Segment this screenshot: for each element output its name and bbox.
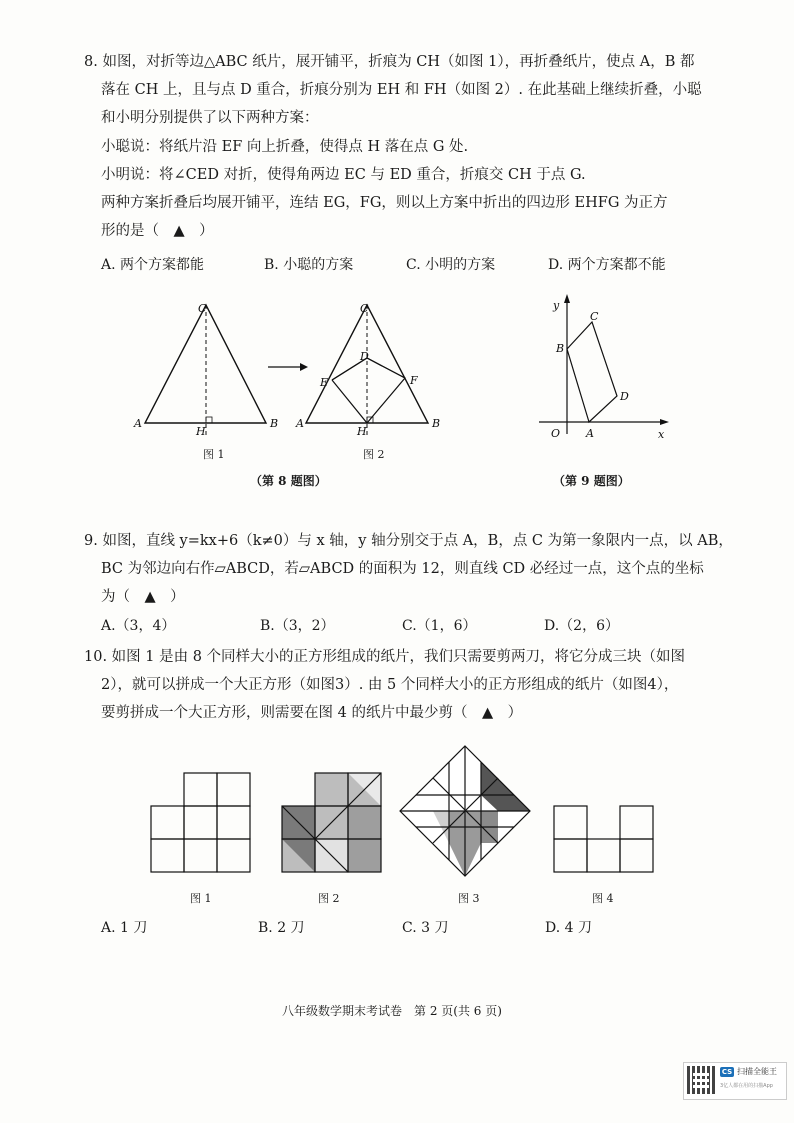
q10-fig4-grid xyxy=(554,806,653,872)
q9-label-b: B xyxy=(556,342,565,355)
q8-figure-title: （第 8 题图） xyxy=(250,474,327,488)
q8-fig2-label-e: E xyxy=(320,376,329,389)
q9-line-1: 9. 如图，直线 y=kx+6（k≠0）与 x 轴，y 轴分别交于点 A，B，点 C 为第一象限内一点，以 AB， xyxy=(84,533,733,549)
qr-code-icon xyxy=(687,1066,715,1094)
q8-fig2-caption: 图 2 xyxy=(363,448,385,461)
q8-line-7: 形的是（ ▲ ） xyxy=(101,223,214,239)
q8-line-1: 8. 如图，对折等边△ABC 纸片，展开铺平，折痕为 CH（如图 1），再折叠纸片，使点 A，B 都 xyxy=(84,54,695,70)
q9-label-a: A xyxy=(586,427,594,440)
scanner-app-tagline: 3亿人都在用的扫描App xyxy=(720,1083,773,1089)
q8-line-5: 小明说：将∠CED 对折，使得角两边 EC 与 ED 重合，折痕交 CH 于点 G. xyxy=(101,167,586,183)
q10-fig2-caption: 图 2 xyxy=(318,892,340,905)
q8-option-d[interactable]: D. 两个方案都不能 xyxy=(548,257,666,273)
q8-fig2-triangle xyxy=(295,302,440,438)
q10-fig1-grid xyxy=(151,773,250,872)
q9-label-x: x xyxy=(658,428,665,441)
scanner-app-name: 扫描全能王 xyxy=(737,1067,777,1076)
q9-coordinate-figure xyxy=(535,292,675,442)
q10-option-d[interactable]: D. 4 刀 xyxy=(545,920,592,936)
q9-label-o: O xyxy=(551,427,561,440)
q8-fig2-label-f: F xyxy=(410,374,418,387)
q9-line-3: 为（ ▲ ） xyxy=(101,589,185,605)
q10-line-2: 2），就可以拼成一个大正方形（如图3）. 由 5 个同样大小的正方形组成的纸片（如图4）， xyxy=(101,677,679,693)
q10-fig3-diamond xyxy=(400,746,530,876)
q10-line-3: 要剪拼成一个大正方形，则需要在图 4 的纸片中最少剪（ ▲ ） xyxy=(101,705,523,721)
q8-fig2-label-h: H xyxy=(357,425,367,438)
q10-option-a[interactable]: A. 1 刀 xyxy=(101,920,148,936)
q8-option-b[interactable]: B. 小聪的方案 xyxy=(264,257,354,273)
q9-option-d[interactable]: D.（2，6） xyxy=(544,618,619,634)
q8-fig2-label-d: D xyxy=(360,350,369,363)
q8-fig2-label-c: C xyxy=(360,302,369,315)
scanner-badge xyxy=(683,1062,787,1100)
q8-figures xyxy=(120,290,460,450)
q9-option-a[interactable]: A.（3，4） xyxy=(101,618,176,634)
q9-label-y: y xyxy=(553,299,560,312)
q8-option-c[interactable]: C. 小明的方案 xyxy=(406,257,496,273)
page-footer: 八年级数学期末考试卷 第 2 页(共 6 页) xyxy=(282,1004,502,1018)
q8-fig1-triangle xyxy=(133,302,278,438)
q9-figure-title: （第 9 题图） xyxy=(553,474,630,488)
q8-fig1-label-a: A xyxy=(134,417,142,430)
q8-fig1-label-h: H xyxy=(196,425,206,438)
q8-fig2-label-b: B xyxy=(432,417,441,430)
q10-line-1: 10. 如图 1 是由 8 个同样大小的正方形组成的纸片，我们只需要剪两刀，将它分成三块（如图 xyxy=(84,649,686,665)
q8-line-3: 和小明分别提供了以下两种方案： xyxy=(101,110,319,126)
q10-fig4-caption: 图 4 xyxy=(592,892,614,905)
q10-option-b[interactable]: B. 2 刀 xyxy=(258,920,305,936)
q9-line-2: BC 为邻边向右作▱ABCD，若▱ABCD 的面积为 12，则直线 CD 必经过一点，这个点的坐标 xyxy=(101,561,704,577)
q8-option-a[interactable]: A. 两个方案都能 xyxy=(101,257,205,273)
q10-fig1-caption: 图 1 xyxy=(190,892,212,905)
q8-fig1-label-b: B xyxy=(270,417,279,430)
q8-fig2-label-a: A xyxy=(296,417,304,430)
cs-logo-icon: CS xyxy=(721,1068,733,1076)
q10-option-c[interactable]: C. 3 刀 xyxy=(402,920,449,936)
q10-fig2-grid xyxy=(282,773,381,872)
q8-line-2: 落在 CH 上，且与点 D 重合，折痕分别为 EH 和 FH（如图 2）. 在此基础上继续折叠，小聪 xyxy=(101,82,702,98)
q8-arrow-icon xyxy=(268,363,308,371)
q8-fig1-label-c: C xyxy=(198,302,207,315)
q8-line-4: 小聪说：将纸片沿 EF 向上折叠，使得点 H 落在点 G 处. xyxy=(101,139,469,155)
q8-line-6: 两种方案折叠后均展开铺平，连结 EG，FG，则以上方案中折出的四边形 EHFG 为正方 xyxy=(101,195,668,211)
q9-label-d: D xyxy=(620,390,629,403)
q10-figures xyxy=(140,740,670,880)
q8-fig1-caption: 图 1 xyxy=(203,448,225,461)
q9-option-c[interactable]: C.（1，6） xyxy=(402,618,477,634)
q9-label-c: C xyxy=(590,310,599,323)
q10-fig3-caption: 图 3 xyxy=(458,892,480,905)
q9-option-b[interactable]: B.（3，2） xyxy=(260,618,335,634)
